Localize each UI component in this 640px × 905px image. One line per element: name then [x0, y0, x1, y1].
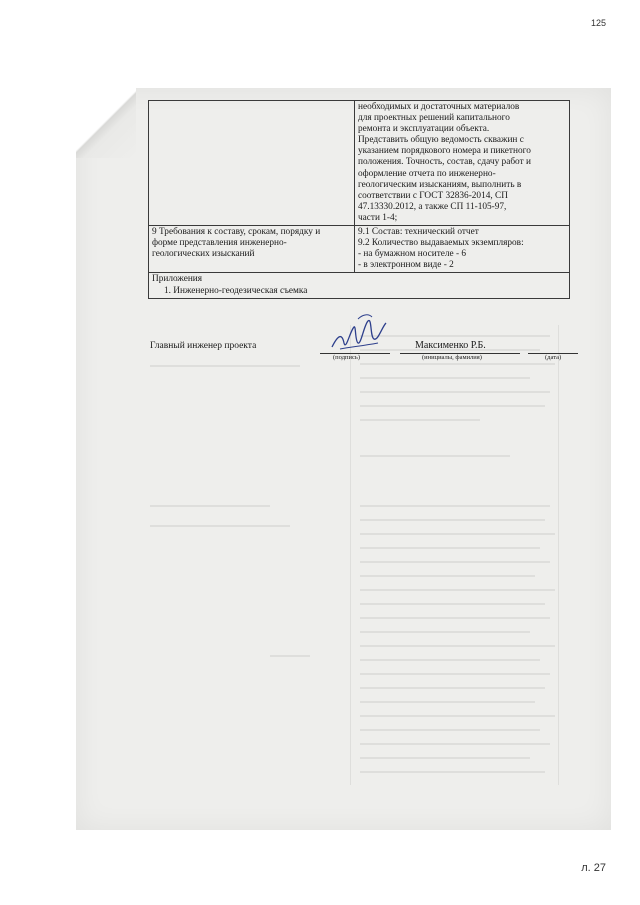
text-line: оформление отчета по инженерно-: [357, 168, 496, 179]
text-line: ремонта и эксплуатации объекта.: [357, 124, 490, 135]
signature-caption: (подпись): [333, 354, 360, 361]
table-cell-materials: [354, 101, 569, 226]
table-row: [149, 273, 570, 298]
signer-name: Максименко Р.Б.: [415, 340, 486, 351]
table-row: [149, 226, 570, 273]
text-line: - на бумажном носителе - 6: [357, 249, 467, 260]
sheet-number-bottom: л. 27: [581, 862, 606, 874]
text-line: необходимых и достаточных материалов: [357, 102, 520, 112]
handwritten-signature: [328, 313, 388, 355]
appendix-item: 1. Инженерно-геодезическая съемка: [164, 285, 308, 296]
text-line: геологическим изысканиям, выполнить в: [357, 179, 522, 190]
table-cell-section-9-title: [149, 226, 355, 273]
requirements-table: [148, 100, 570, 299]
initials-caption: (инициалы, фамилия): [422, 354, 482, 361]
text-line: для проектных решений капитального: [357, 113, 510, 124]
table-cell-appendices: [149, 273, 570, 298]
text-line: форме представления инженерно-: [152, 238, 287, 249]
table-cell-section-9-content: [354, 226, 569, 273]
text-line: 9.2 Количество выдаваемых экземпляров:: [357, 238, 524, 249]
page-number-top: 125: [590, 18, 606, 28]
text-line: 9.1 Состав: технический отчет: [357, 227, 479, 238]
signer-position: Главный инженер проекта: [150, 341, 257, 351]
table-cell-empty: [149, 101, 355, 226]
text-line: 47.13330.2012, а также СП 11-105-97,: [357, 201, 507, 212]
table-row: [149, 101, 570, 226]
text-line: Представить общую ведомость скважин с: [357, 135, 524, 146]
text-line: геологических изысканий: [152, 249, 255, 260]
bleed-through-texture: [150, 325, 565, 805]
appendices-title: Приложения: [152, 274, 203, 285]
text-line: 9 Требования к составу, срокам, порядку и: [152, 227, 321, 238]
text-line: части 1-4;: [357, 212, 398, 223]
date-caption: (дата): [545, 354, 562, 361]
text-line: соответствии с ГОСТ 32836-2014, СП: [357, 190, 508, 201]
text-line: - в электронном виде - 2: [357, 260, 454, 271]
text-line: положения. Точность, состав, сдачу работ и: [357, 157, 531, 168]
text-line: указанием порядкового номера и пикетного: [357, 146, 531, 157]
page-corner-fold: [76, 88, 136, 158]
